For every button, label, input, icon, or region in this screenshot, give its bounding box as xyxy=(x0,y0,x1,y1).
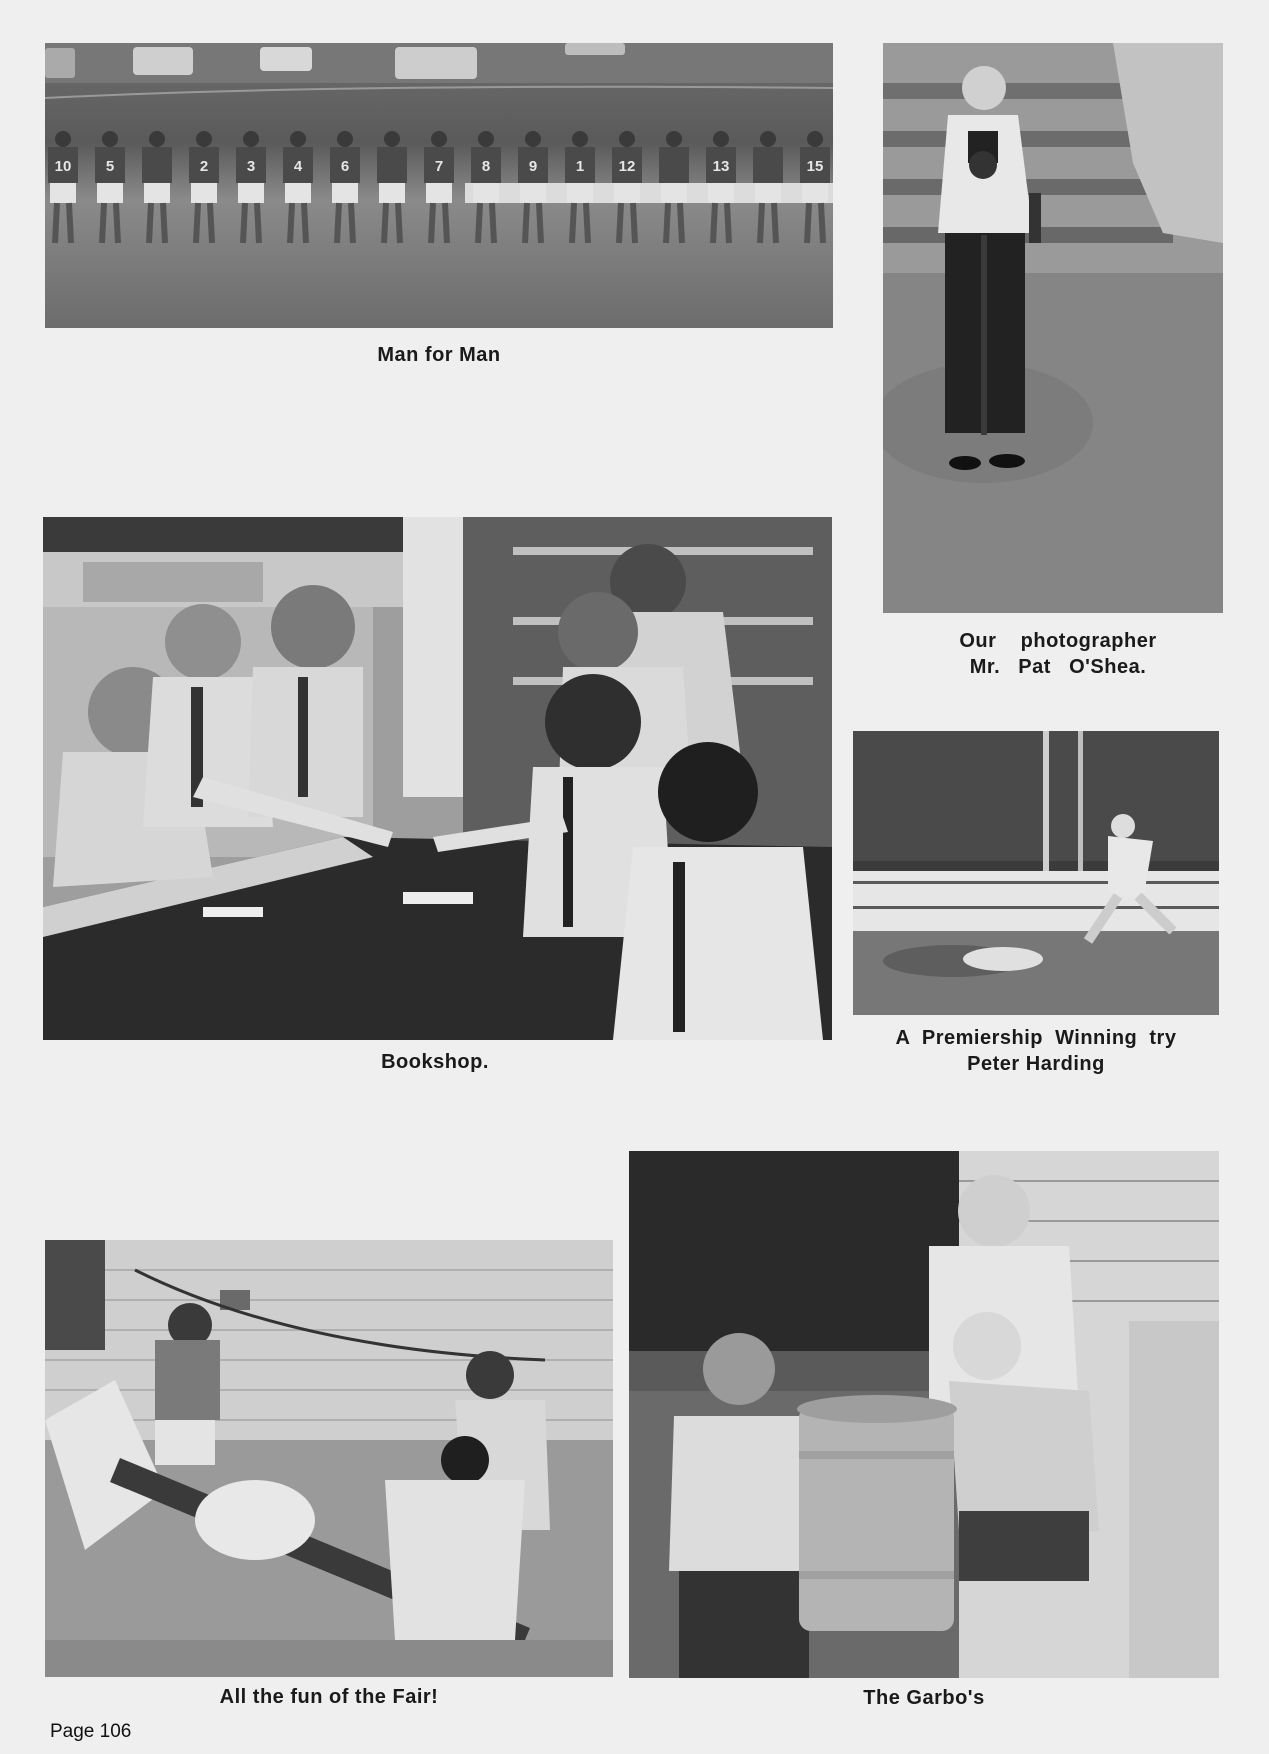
jersey-number: 13 xyxy=(712,158,730,175)
jersey-number: 8 xyxy=(481,158,491,175)
mirror-text-bleed xyxy=(296,1078,456,1095)
jersey-number: 9 xyxy=(528,158,538,175)
jersey-number: 12 xyxy=(618,158,636,175)
photographer-image xyxy=(883,43,1223,613)
jersey-number: 1 xyxy=(575,158,585,175)
bookshop-image xyxy=(43,517,832,1040)
caption-premiership-line2: Peter Harding xyxy=(967,1053,1105,1075)
caption-fair: All the fun of the Fair! xyxy=(219,1686,439,1708)
caption-photographer xyxy=(913,628,1203,680)
page-number: Page 106 xyxy=(50,1721,132,1742)
premiership-try-image xyxy=(853,731,1219,1015)
caption-bookshop: Bookshop. xyxy=(381,1051,489,1073)
fair-image xyxy=(45,1240,613,1677)
jersey-number: 4 xyxy=(293,158,303,175)
caption-premiership xyxy=(853,1025,1219,1077)
jersey-number: 2 xyxy=(199,158,209,175)
caption-man-for-man: Man for Man xyxy=(377,344,501,366)
rugby-team-image xyxy=(45,43,833,328)
caption-photographer-line2: Mr. Pat O'Shea. xyxy=(969,656,1147,678)
photo-photographer xyxy=(883,43,1223,613)
garbos-image xyxy=(629,1151,1219,1678)
jersey-number: 5 xyxy=(105,158,115,175)
jersey-number: 15 xyxy=(806,158,824,175)
photo-premiership-try xyxy=(853,731,1219,1015)
caption-photographer-line1: Our photographer xyxy=(959,630,1157,652)
caption-garbos: The Garbo's xyxy=(863,1687,985,1709)
photo-man-for-man xyxy=(45,43,833,328)
caption-premiership-line1: A Premiership Winning try xyxy=(895,1027,1177,1049)
photo-fair xyxy=(45,1240,613,1677)
photo-bookshop xyxy=(43,517,832,1040)
jersey-number: 7 xyxy=(434,158,444,175)
photo-garbos xyxy=(629,1151,1219,1678)
jersey-number: 10 xyxy=(54,158,72,175)
jersey-number: 6 xyxy=(340,158,350,175)
jersey-number: 3 xyxy=(246,158,256,175)
